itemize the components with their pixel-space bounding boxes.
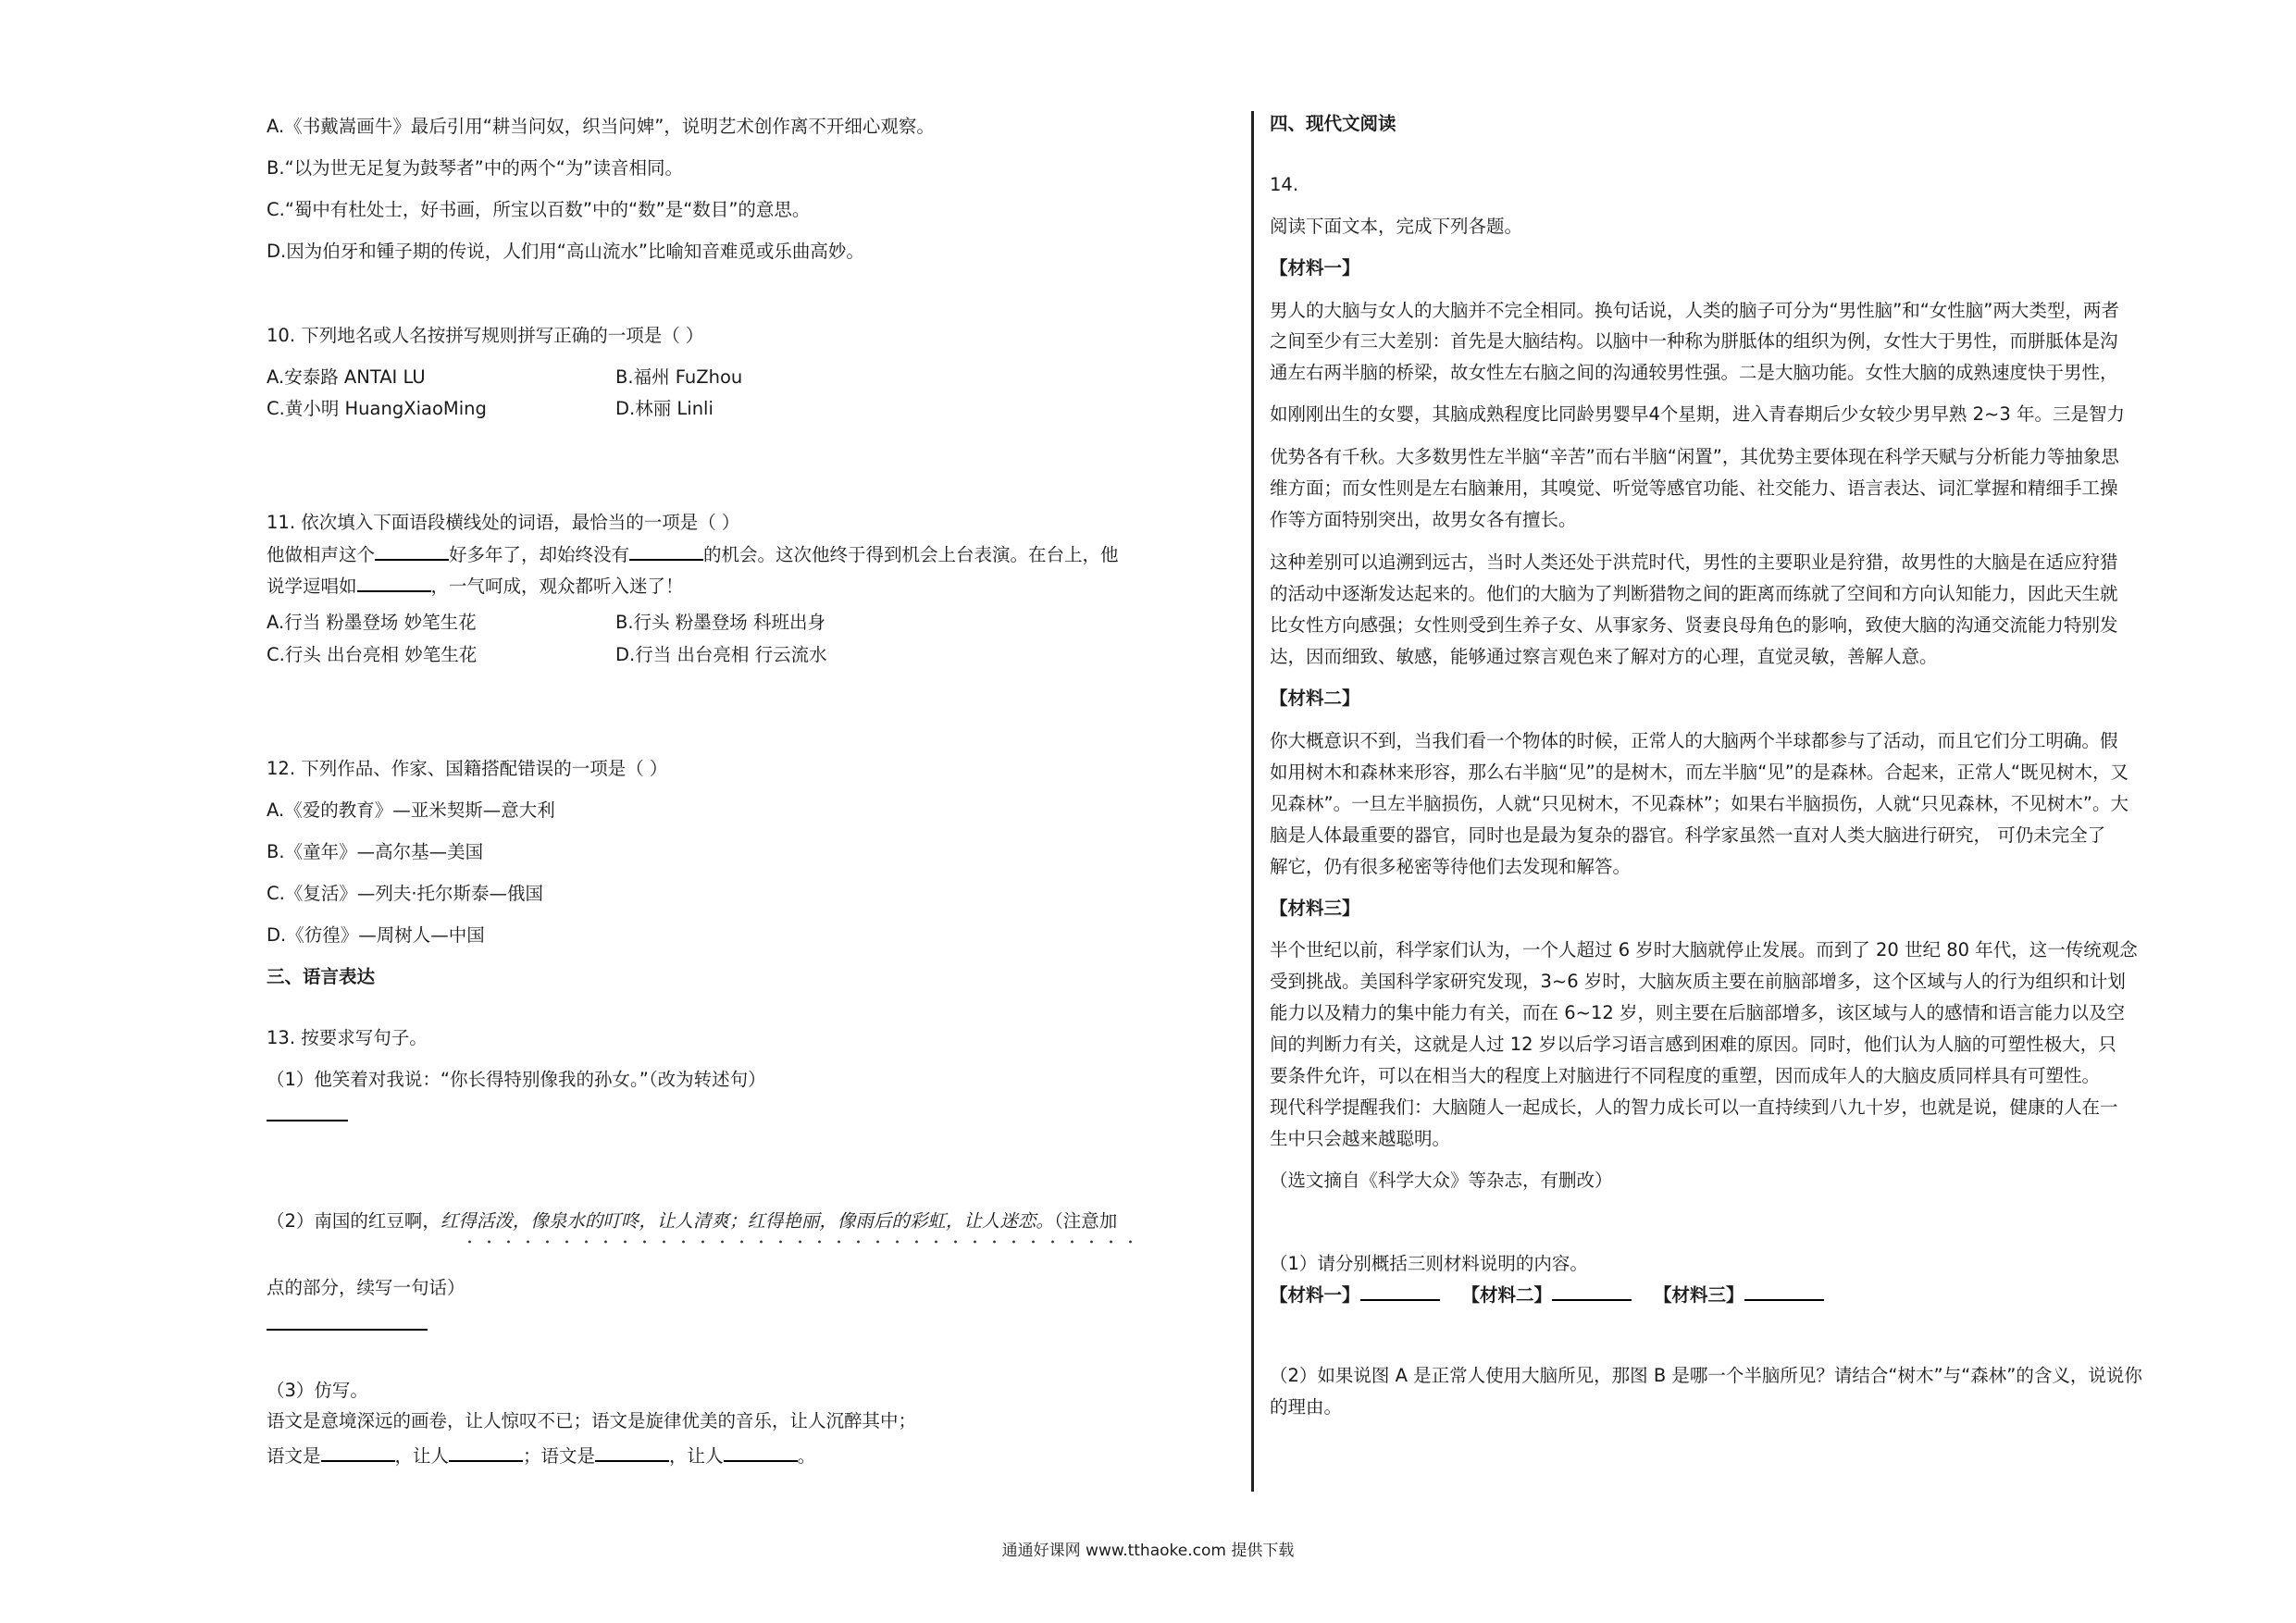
material-3-line: 要条件允许，可以在相当大的程度上对脑进行不同程度的重塑，因而成年人的大脑皮质同样具有可塑性。 [1270, 1065, 2101, 1086]
s3-l2b: ，让人 [394, 1445, 450, 1467]
s3-l2a: 语文是 [267, 1445, 321, 1467]
q9-option-a: A.《书戴嵩画牛》最后引用“耕当问奴，织当问婢”，说明艺术创作离不开细心观察。 [267, 116, 935, 137]
q11-p1b: 好多年了，却始终没有 [449, 544, 630, 565]
q13-sub3-example: 语文是意境深远的画卷，让人惊叹不已；语文是旋律优美的音乐，让人沉醉其中； [267, 1410, 917, 1431]
q11-p2a: 说学逗唱如 [267, 576, 357, 597]
q10-option-a: A.安泰路 ANTAI LU [267, 366, 426, 388]
q10-option-c: C.黄小明 HuangXiaoMing [267, 398, 487, 419]
material-1-line: 如刚刚出生的女婴，其脑成熟程度比同龄男婴早4个星期，进入青春期后少女较少男早熟 2~3 年。三是智力 [1270, 403, 2125, 425]
q13-sub2-line2: 点的部分，续写一句话） [267, 1277, 465, 1298]
q9-option-d: D.因为伯牙和锺子期的传说，人们用“高山流水”比喻知音难觅或乐曲高妙。 [267, 241, 864, 262]
q13-sub2-emphasis: 红得活泼，像泉水的叮咚，让人清爽；红得艳丽，像雨后的彩虹，让人迷恋。 [440, 1210, 1054, 1232]
q11-option-d: D.行当 出台亮相 行云流水 [615, 644, 827, 665]
q13-sub3-imitation [267, 1442, 815, 1469]
q14-sub1-answers [1270, 1281, 1824, 1308]
page-footer: 通通好课网 www.tthaoke.com 提供下载 [1001, 1542, 1295, 1560]
q14-number: 14. [1270, 174, 1299, 195]
section-4-heading: 四、现代文阅读 [1270, 113, 1396, 134]
q11-passage-line2 [267, 572, 684, 600]
q13-sub1-answer-line[interactable] [267, 1120, 348, 1121]
sub1-answer-blank-2[interactable] [1552, 1281, 1632, 1301]
sub1-material-3-label: 【材料三】 [1654, 1284, 1744, 1306]
q14-sub1: （1）请分别概括三则材料说明的内容。 [1270, 1253, 1588, 1274]
material-2-line: 脑是人体最重要的器官，同时也是最为复杂的器官。科学家虽然一直对人类大脑进行研究， 可仍未完全了 [1270, 824, 2106, 846]
q13-sub2-post: （注意加 [1053, 1210, 1118, 1232]
material-1-line: 比女性方向感强；女性则受到生养子女、从事家务、贤妻良母角色的影响，致使大脑的沟通交流能力特别发 [1270, 614, 2118, 636]
s3-l2d: ，让人 [669, 1445, 724, 1467]
q11-p2b: ，一气呵成，观众都听入迷了！ [430, 576, 684, 597]
q13-sub2-answer-line[interactable] [267, 1329, 428, 1331]
q11-passage-line1 [267, 540, 1119, 568]
q12-option-b: B.《童年》—高尔基—美国 [267, 841, 484, 862]
q13-sub3: （3）仿写。 [267, 1380, 368, 1401]
q10-option-d: D.林丽 Linli [615, 398, 714, 419]
material-2-line: 你大概意识不到，当我们看一个物体的时候，正常人的大脑两个半球都参与了活动，而且它们分工明确。假 [1270, 730, 2118, 751]
q13-sub2-pre: （2）南国的红豆啊， [267, 1210, 441, 1232]
material-1-line: 的活动中逐渐发达起来的。他们的大脑为了判断猎物之间的距离而练就了空间和方向认知能力，因此天生就 [1270, 583, 2118, 604]
q13-sub3-blank-1[interactable] [321, 1442, 395, 1462]
material-1-line: 男人的大脑与女人的大脑并不完全相同。换句话说，人类的脑子可分为“男性脑”和“女性脑”两大类型，两者 [1270, 300, 2119, 321]
q13-sub3-blank-3[interactable] [595, 1442, 669, 1462]
q11-blank-3[interactable] [357, 572, 431, 592]
material-1-line: 这种差别可以追溯到远古，当时人类还处于洪荒时代，男性的主要职业是狩猎，故男性的大脑是在适应狩猎 [1270, 551, 2118, 573]
source-note: （选文摘自《科学大众》等杂志，有删改） [1270, 1170, 1613, 1191]
q12-stem: 12. 下列作品、作家、国籍搭配错误的一项是（ ） [267, 758, 668, 779]
material-1-title: 【材料一】 [1270, 257, 1360, 279]
material-3-line: 半个世纪以前，科学家们认为，一个人超过 6 岁时大脑就停止发展。而到了 20 世纪 80 年代，这一传统观念 [1270, 939, 2138, 960]
material-3-line: 生中只会越来越聪明。 [1270, 1128, 1451, 1149]
s3-l2c: ；语文是 [523, 1445, 596, 1467]
q13-stem: 13. 按要求写句子。 [267, 1027, 428, 1048]
material-1-line: 之间至少有三大差别：首先是大脑结构。以脑中一种称为胼胝体的组织为例，女性大于男性，而胼胝体是沟 [1270, 330, 2118, 352]
q11-p1c: 的机会。这次他终于得到机会上台表演。在台上，他 [703, 544, 1119, 565]
q11-option-b: B.行头 粉墨登场 科班出身 [615, 612, 825, 633]
q13-sub3-blank-2[interactable] [449, 1442, 523, 1462]
q12-option-a: A.《爱的教育》—亚米契斯—意大利 [267, 799, 555, 821]
reading-intro: 阅读下面文本，完成下列各题。 [1270, 216, 1523, 237]
q12-option-d: D.《彷徨》—周树人—中国 [267, 924, 485, 946]
column-divider [1251, 111, 1254, 1492]
material-3-line: 受到挑战。美国科学家研究发现，3~6 岁时，大脑灰质主要在前脑部增多，这个区域与人的行为组织和计划 [1270, 971, 2126, 992]
q10-option-b: B.福州 FuZhou [615, 366, 743, 388]
sub1-material-2-label: 【材料二】 [1461, 1284, 1553, 1306]
q11-stem: 11. 依次填入下面语段横线处的词语，最恰当的一项是（ ） [267, 512, 740, 533]
material-2-title: 【材料二】 [1270, 688, 1360, 709]
q11-blank-1[interactable] [375, 540, 449, 561]
material-1-line: 通左右两半脑的桥梁，故女性左右脑之间的沟通较男性强。二是大脑功能。女性大脑的成熟速度快于男性， [1270, 362, 2118, 383]
q13-sub3-blank-4[interactable] [724, 1442, 798, 1462]
material-3-title: 【材料三】 [1270, 898, 1360, 919]
material-2-line: 见森林”。一旦左半脑损伤，人就“只见树木，不见森林”；如果右半脑损伤，人就“只见森林，不见树木”。大 [1270, 793, 2129, 814]
q11-p1a: 他做相声这个 [267, 544, 376, 565]
q11-blank-2[interactable] [629, 540, 703, 561]
q13-sub2-line1 [267, 1208, 1117, 1234]
sub1-material-1-label: 【材料一】 [1270, 1284, 1360, 1306]
q10-stem: 10. 下列地名或人名按拼写规则拼写正确的一项是（ ） [267, 325, 704, 346]
material-1-line: 维方面；而女性则是左右脑兼用，其嗅觉、听觉等感官功能、社交能力、语言表达、词汇掌握和精细手工操 [1270, 477, 2118, 499]
material-1-line: 优势各有千秋。大多数男性左半脑“辛苦”而右半脑“闲置”，其优势主要体现在科学天赋与分析能力等抽象思 [1270, 446, 2119, 467]
emphasis-dots [460, 1240, 1132, 1244]
material-1-line: 作等方面特别突出，故男女各有擅长。 [1270, 509, 1577, 530]
q14-sub2-line1: （2）如果说图 A 是正常人使用大脑所见，那图 B 是哪一个半脑所见？请结合“树木”与“森林”的含义，说说你 [1270, 1365, 2142, 1386]
s3-l2e: 。 [797, 1445, 816, 1467]
material-3-line: 间的判断力有关，这就是人过 12 岁以后学习语言感到困难的原因。同时，他们认为人脑的可塑性极大，只 [1270, 1034, 2116, 1055]
q11-option-c: C.行头 出台亮相 妙笔生花 [267, 644, 478, 665]
material-1-line: 达，因而细致、敏感，能够通过察言观色来了解对方的心理，直觉灵敏，善解人意。 [1270, 646, 1938, 667]
material-3-line: 现代科学提醒我们：大脑随人一起成长，人的智力成长可以一直持续到八九十岁，也就是说，健康的人在一 [1270, 1096, 2118, 1118]
material-2-line: 解它，仍有很多秘密等待他们去发现和解答。 [1270, 856, 1632, 877]
q9-option-b: B.“以为世无足复为鼓琴者”中的两个“为”读音相同。 [267, 157, 683, 179]
section-3-heading: 三、语言表达 [267, 966, 376, 987]
q9-option-c: C.“蜀中有杜处士，好书画，所宝以百数”中的“数”是“数目”的意思。 [267, 199, 811, 220]
sub1-answer-blank-1[interactable] [1360, 1281, 1440, 1301]
q11-option-a: A.行当 粉墨登场 妙笔生花 [267, 612, 477, 633]
q13-sub1: （1）他笑着对我说：“你长得特别像我的孙女。”（改为转述句） [267, 1069, 766, 1090]
q14-sub2-line2: 的理由。 [1270, 1396, 1343, 1418]
q12-option-c: C.《复活》—列夫·托尔斯泰—俄国 [267, 883, 544, 904]
sub1-answer-blank-3[interactable] [1744, 1281, 1824, 1301]
material-3-line: 能力以及精力的集中能力有关，而在 6~12 岁，则主要在后脑部增多，该区域与人的感情和语言能力以及空 [1270, 1002, 2125, 1023]
material-2-line: 如用树木和森林来形容，那么右半脑“见”的是树木，而左半脑“见”的是森林。合起来，正常人“既见树木，又 [1270, 762, 2129, 783]
